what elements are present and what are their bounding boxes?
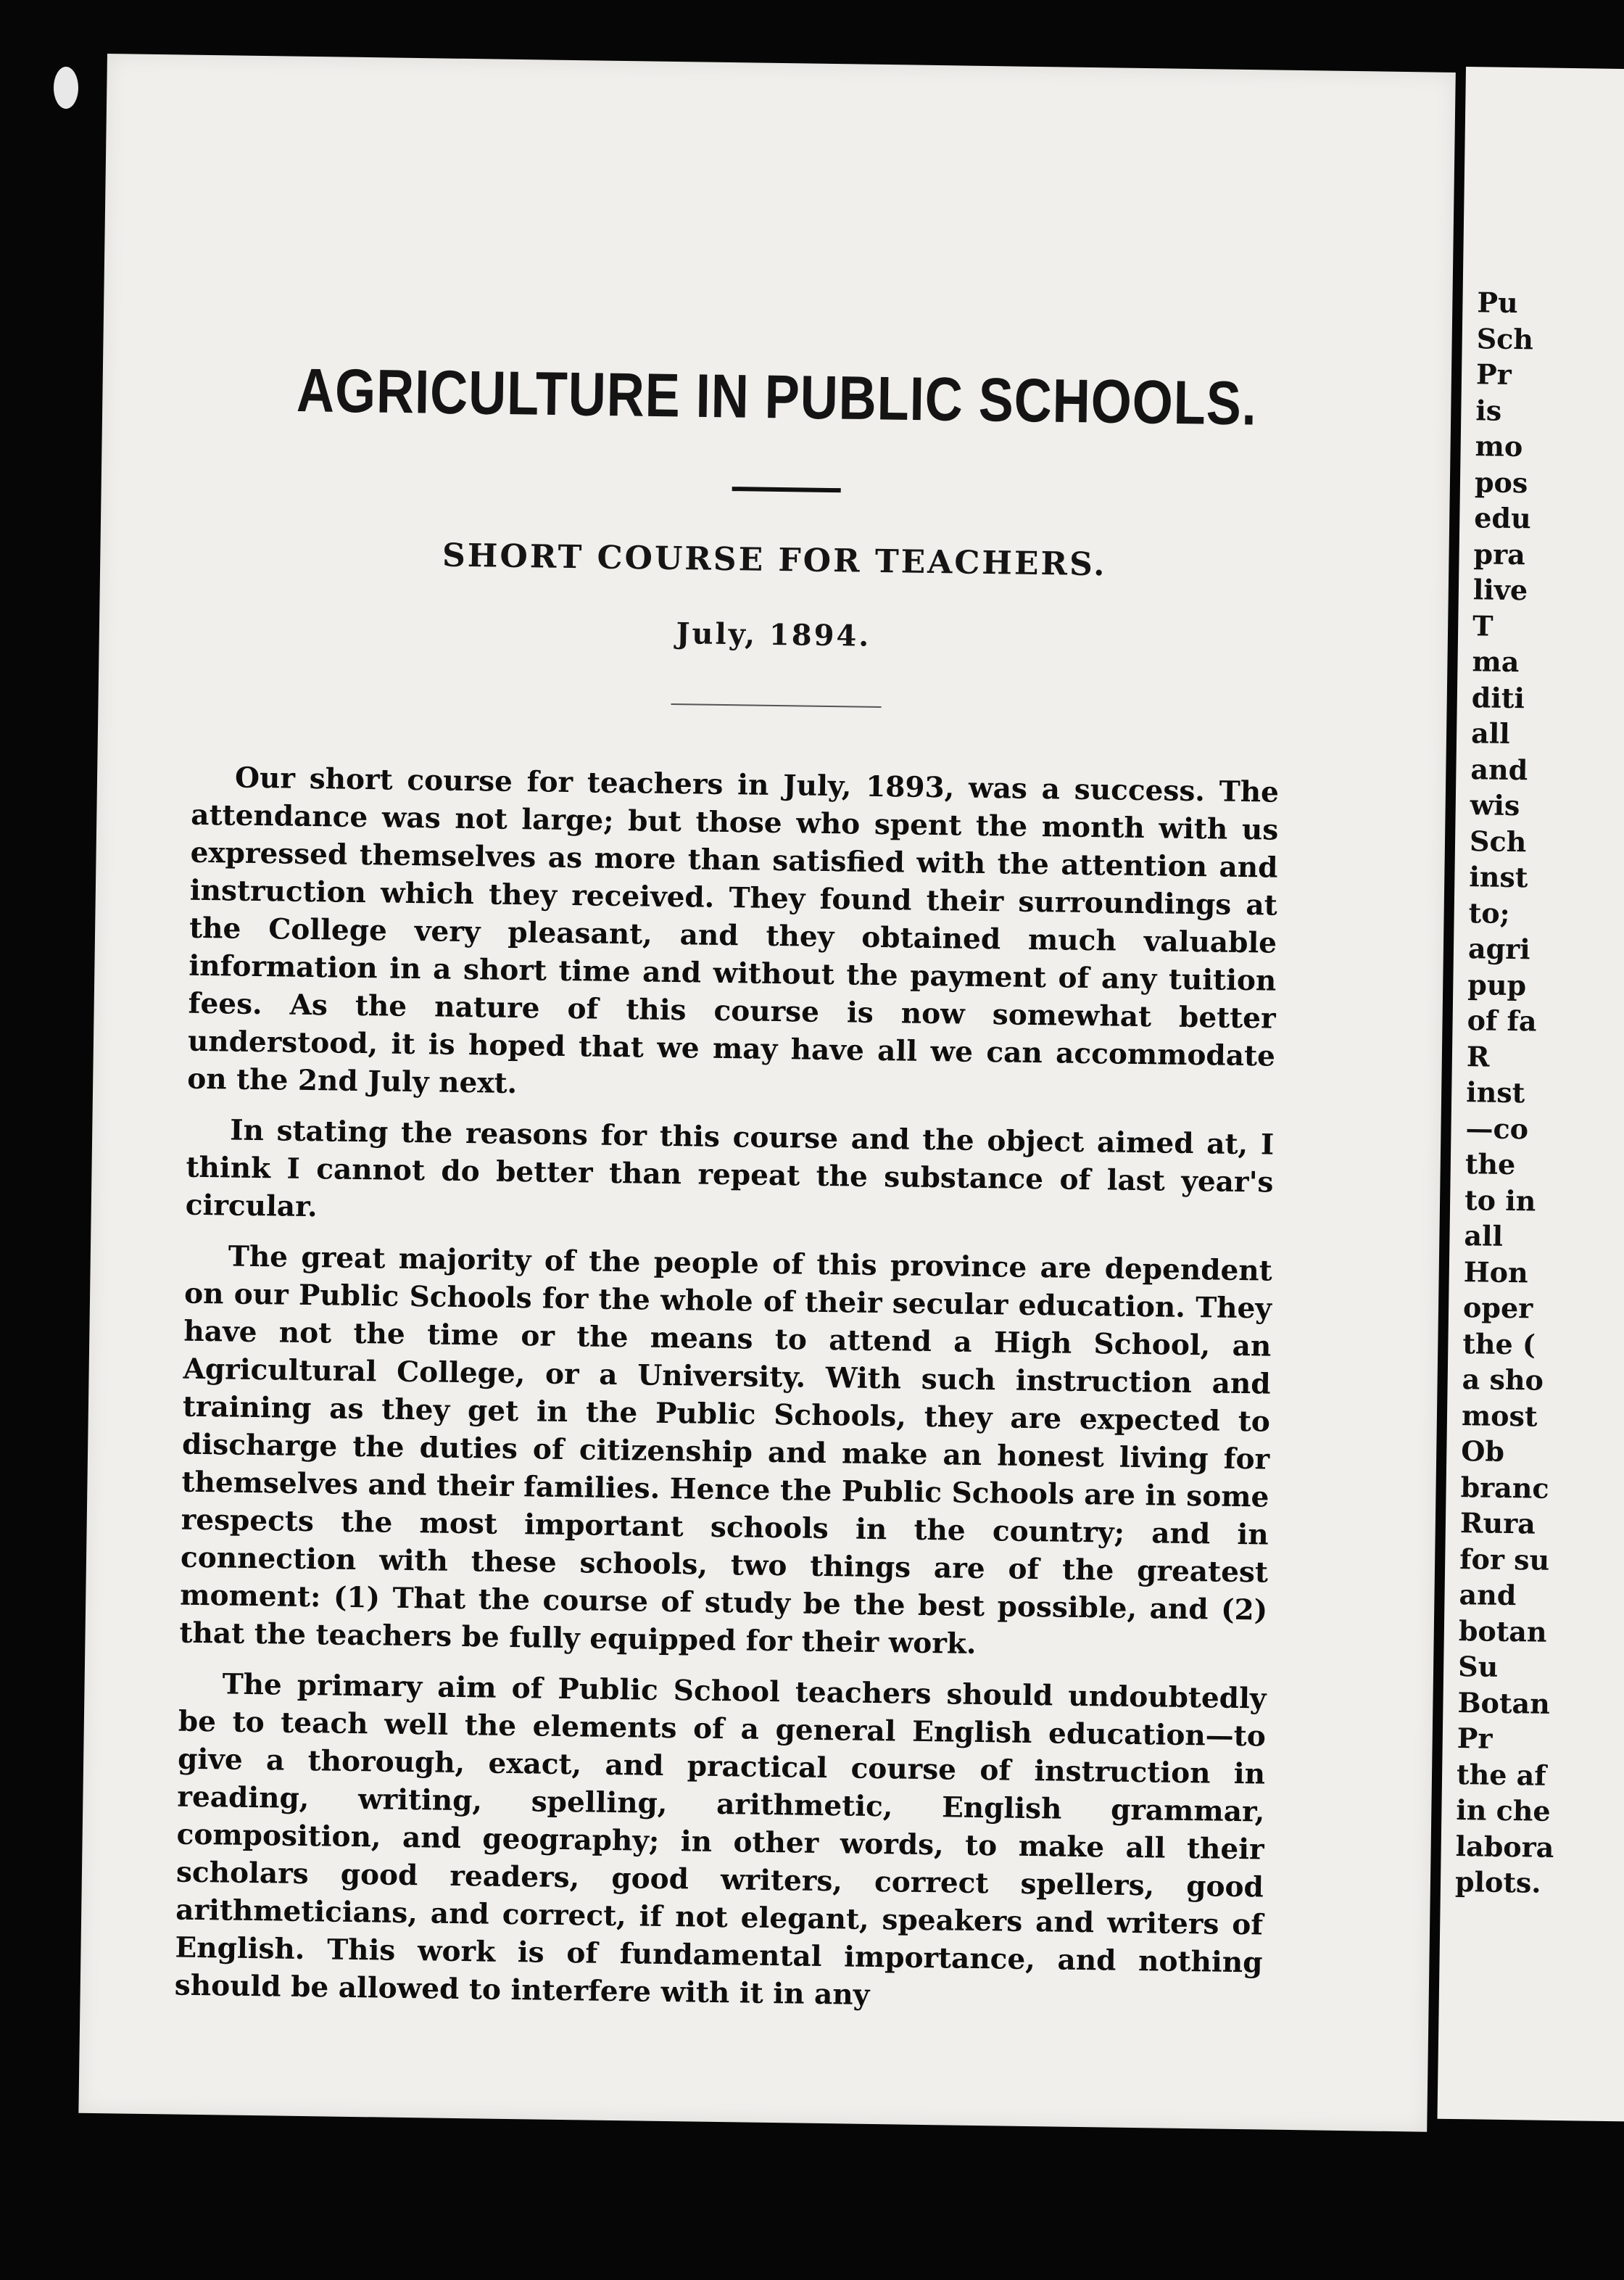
right-page-line: pra	[1473, 537, 1526, 571]
right-page-line: to;	[1468, 896, 1510, 930]
right-page-line: agri	[1467, 932, 1530, 966]
page-title: AGRICULTURE IN PUBLIC SCHOOLS.	[296, 356, 1258, 439]
right-page-line: is	[1475, 393, 1502, 427]
right-page-line: all	[1470, 716, 1510, 750]
right-page-line: inst	[1465, 1075, 1525, 1110]
right-page-line: edu	[1474, 501, 1532, 535]
right-page-line: Pr	[1457, 1722, 1493, 1755]
right-page-line: the	[1464, 1147, 1516, 1181]
right-page-line: diti	[1471, 680, 1525, 714]
right-page-line: plots.	[1454, 1865, 1541, 1899]
right-page-line: to in	[1464, 1183, 1536, 1217]
right-page-line: Sch	[1469, 824, 1527, 858]
right-page-line: for su	[1459, 1542, 1550, 1577]
right-page-line: labora	[1455, 1829, 1554, 1864]
right-page-line: Botan	[1457, 1685, 1551, 1720]
right-page-line: Rura	[1459, 1506, 1536, 1540]
right-page-line: and	[1470, 752, 1528, 786]
right-page-line: Pr	[1475, 358, 1512, 391]
right-page-line: and	[1459, 1578, 1517, 1612]
right-page-line: ma	[1472, 645, 1520, 679]
title-divider	[732, 487, 841, 492]
right-page	[1437, 67, 1624, 2121]
right-page-line: Hon	[1463, 1255, 1529, 1289]
scan-speck	[54, 67, 78, 109]
right-page-line: branc	[1460, 1470, 1549, 1505]
right-page-line: oper	[1462, 1291, 1533, 1325]
right-page-line: pos	[1474, 465, 1528, 499]
paragraph: Our short course for teachers in July, 1893, was a success. The attendance was not large; but those who spent the month with us expressed themselves as more than satisfied with the attention and instruction which they received. They found their surroundings at the College very pleasant, and they obtained much valuable information in a short time and without the payment of any tuition fees. As the nature of this course is now somewhat better understood, it is hoped that we may have all we can accommodate on the 2nd July next.	[186, 761, 1280, 1101]
right-page-line: pup	[1467, 967, 1527, 1001]
right-page-line: of fa	[1467, 1004, 1537, 1038]
paragraph: The primary aim of Public School teachers should undoubtedly be to teach well the elements of a general English education—to give a thorough, exact, and practical course of instruction in reading, writing, spelling, arithmetic, English grammar, composition, and geography; in other words, to make all their scholars good readers, good writers, correct spellers, good arithmeticians, and correct, if not elegant, speakers and writers of English. This work is of fundamental importance, and nothing should be allowed to interfere with it in any	[174, 1667, 1267, 2012]
right-page-line: Sch	[1476, 321, 1534, 355]
right-page-text	[1455, 284, 1624, 1902]
right-page-line: wis	[1470, 788, 1520, 822]
right-page-line: live	[1472, 573, 1528, 607]
paragraph: In stating the reasons for this course and the object aimed at, I think I cannot do better than repeat the substance of last year's circular.	[185, 1113, 1275, 1224]
paragraph: The great majority of the people of this province are dependent on our Public Schools for the whole of their secular education. They have not the time or the means to attend a High School, an Agricultural College, or a University. With such instruction and training as they get in the Public Schools, they are expected to discharge the duties of citizenship and make an honest living for themselves and their families. Hence the Public Schools are in some respects the most important schools in the country; and in connection with these schools, two things are of the greatest moment: (1) That the course of study be the best possible, and (2) that the teachers be fully equipped for their work.	[179, 1239, 1273, 1661]
right-page-line: inst	[1469, 860, 1528, 894]
right-page-line: —co	[1465, 1111, 1529, 1145]
left-page	[78, 54, 1455, 2132]
right-page-line: R	[1466, 1039, 1490, 1073]
right-page-line: Ob	[1461, 1434, 1505, 1468]
page-subtitle: SHORT COURSE FOR TEACHERS.	[442, 537, 1107, 584]
right-page-line: mo	[1475, 429, 1523, 463]
right-page-line: most	[1461, 1398, 1538, 1433]
right-page-line: in che	[1456, 1793, 1551, 1827]
right-page-line: botan	[1458, 1614, 1547, 1648]
right-page-line: Pu	[1477, 286, 1518, 320]
right-page-line: a sho	[1462, 1363, 1544, 1397]
right-page-line: T	[1472, 608, 1494, 643]
right-page-line: all	[1464, 1219, 1504, 1252]
right-page-line: the af	[1456, 1757, 1546, 1792]
right-page-line: the (	[1462, 1326, 1536, 1361]
page-date: July, 1894.	[676, 616, 871, 653]
right-page-line: Su	[1457, 1650, 1499, 1683]
date-divider	[671, 703, 882, 708]
body-text	[174, 759, 1279, 2033]
